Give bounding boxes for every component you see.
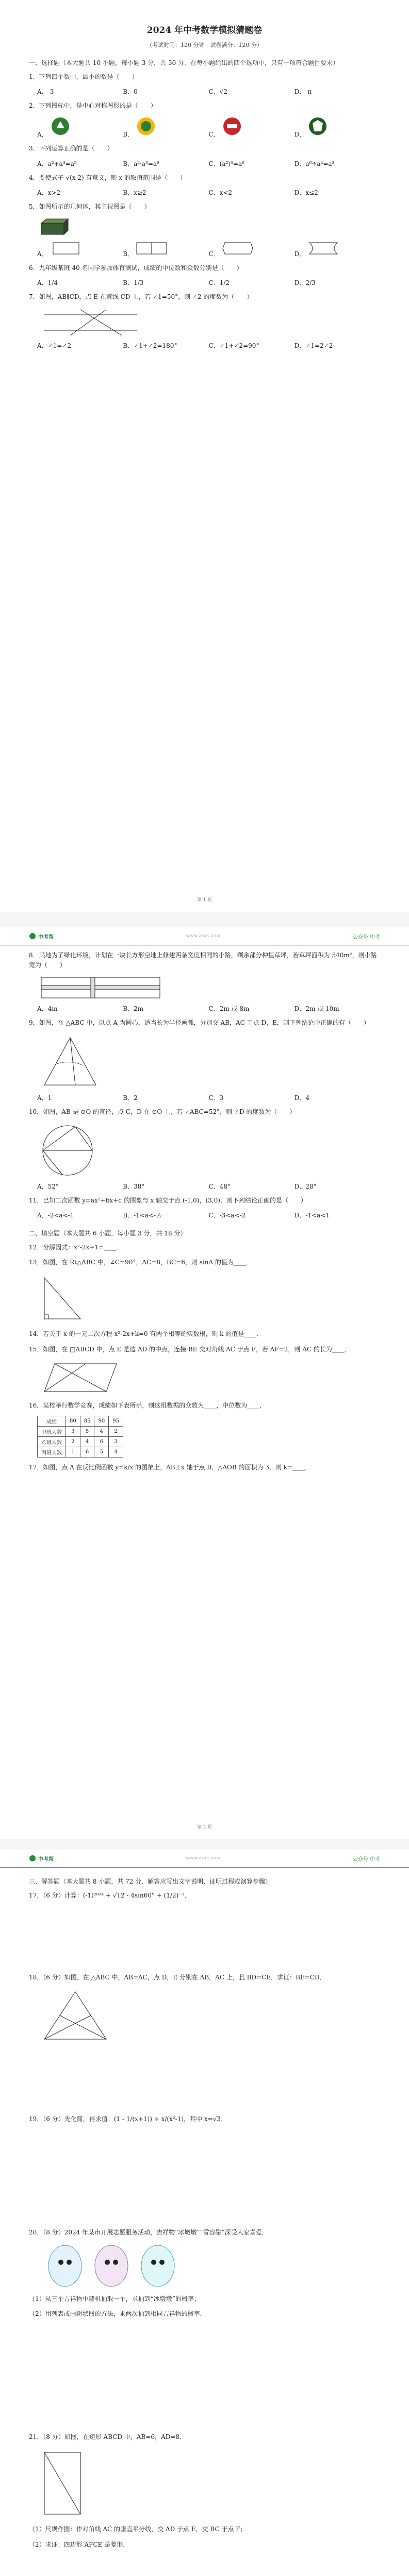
question-10-options <box>37 1182 380 1191</box>
option: D．-1<a<1 <box>294 1211 330 1219</box>
question-14: 14．若关于 x 的一元二次方程 x²-2x+k=0 有两个相等的实数根，则 k 的值是____． <box>29 1330 263 1338</box>
brand-icon <box>29 933 36 940</box>
question-7: 7．如图，AB∥CD，点 E 在直线 CD 上，若 ∠1=50°，则 ∠2 的度数为（ ） <box>29 293 253 301</box>
sign-logo-icon <box>222 116 242 137</box>
option: B．x≥2 <box>123 189 146 196</box>
option: C．x<2 <box>208 189 233 196</box>
question-21-part-2: （2）求证：四边形 AFCE 是菱形． <box>29 2540 129 2548</box>
table-row <box>38 1426 123 1436</box>
option: C．1/2 <box>208 279 230 287</box>
circle-figure <box>39 1122 96 1179</box>
isosceles-triangle-figure <box>39 1988 111 2044</box>
brand-logo: 中考帮 <box>29 1855 54 1862</box>
page-header <box>0 1850 409 1868</box>
option: C．√2 <box>208 88 227 96</box>
question-17-fill: 17．如图，点 A 在反比例函数 y=k/x 的图象上，AB⊥x 轴于点 B，△AOB 的面积为 3，则 k=____． <box>29 1463 312 1471</box>
option: C．-3<a<-2 <box>208 1211 246 1219</box>
table-cell: 5 <box>80 1426 94 1436</box>
exam-subtitle: （考试时间：120 分钟 试卷满分：120 分） <box>146 42 263 48</box>
option: C．48° <box>208 1182 231 1190</box>
option: A．x>2 <box>37 189 61 196</box>
right-triangle-figure <box>39 1273 86 1324</box>
question-17: 17．（6 分）计算：(-1)²⁰²⁴ + √12 - 4sin60° + (1/2)⁻¹． <box>29 1892 191 1899</box>
table-header: 80 <box>66 1416 80 1426</box>
option: C． <box>209 241 295 258</box>
question-8-options <box>37 1004 380 1013</box>
table-header: 成绩 <box>38 1416 66 1426</box>
table-cell: 3 <box>66 1426 80 1436</box>
page-footer: 第 1 页 <box>197 897 212 903</box>
option: A．-3 <box>37 88 54 96</box>
page-3 <box>0 1850 409 2576</box>
page-footer: 第 2 页 <box>197 1825 212 1830</box>
question-20: 20．（8 分）2024 年某市开展志愿服务活动，吉祥物“冰墩墩”“雪容融”深受大家喜爱． <box>29 2228 268 2236</box>
page-2 <box>0 927 409 1839</box>
question-20-part-1: （1）从三个吉祥物中随机抽取一个，求抽到“冰墩墩”的概率； <box>29 2295 200 2302</box>
page-title: 2024 年中考数学模拟猜题卷 <box>146 25 263 36</box>
option: D．∠1=2∠2 <box>294 342 333 350</box>
option: D． <box>295 241 380 258</box>
table-cell: 丙班人数 <box>38 1447 66 1457</box>
option: D．2m 或 10m <box>294 1005 339 1013</box>
header-site: www.zxxk.com <box>186 934 221 939</box>
rectangle-path-figure <box>39 975 163 1001</box>
emblem-logo-icon <box>136 116 156 137</box>
question-7-options <box>37 341 380 350</box>
brand-icon <box>29 1855 36 1862</box>
option: D． <box>295 116 380 139</box>
table-cell: 4 <box>80 1436 94 1447</box>
question-6: 6．九年级某班 40 名同学参加体育测试，成绩的中位数和众数分别是（ ） <box>29 264 243 272</box>
option: B．-1<a<-½ <box>123 1211 162 1219</box>
option: C．∠1+∠2=90° <box>208 342 259 350</box>
section-1-heading: 一、选择题（本大题共 10 小题，每小题 3 分，共 30 分．在每小题给出的四个选项中，只有一项符合题目要求） <box>29 59 339 66</box>
option: B． <box>123 116 208 139</box>
option: D．4 <box>294 1094 310 1101</box>
page-1 <box>0 0 409 912</box>
option: A． <box>37 116 123 139</box>
rectangle-figure <box>39 2447 91 2519</box>
option: C．(a²)³=a⁶ <box>208 160 244 167</box>
option: A．a²+a³=a⁵ <box>37 160 77 167</box>
view-a-shape <box>48 241 84 256</box>
question-21: 21．（8 分）如图，在矩形 ABCD 中，AB=6，AD=8． <box>29 2433 186 2441</box>
table-cell: 6 <box>80 1447 94 1457</box>
view-d-shape <box>305 241 341 256</box>
option: B．∠1+∠2=180° <box>123 342 177 350</box>
question-9-options <box>37 1093 380 1102</box>
triangle-construction-figure <box>39 1033 101 1090</box>
option: A．52° <box>37 1182 59 1190</box>
solid-figure <box>39 217 70 238</box>
recycle-logo-icon <box>50 116 71 137</box>
option: B．a²·a³=a⁶ <box>123 160 159 167</box>
table-cell: 6 <box>94 1436 109 1447</box>
table-header: 85 <box>80 1416 94 1426</box>
option: B．2m <box>123 1005 144 1013</box>
question-4: 4．要使式子 √(x-2) 有意义，则 x 的取值范围是（ ） <box>29 174 186 181</box>
question-20-part-2: （2）用列表或画树状图的方法，求两次抽到相同吉祥物的概率． <box>29 2310 206 2317</box>
question-13: 13．如图，在 Rt△ABC 中，∠C=90°，AC=8，BC=6，则 sinA 的值为____． <box>29 1259 252 1266</box>
option: D．-π <box>294 88 312 96</box>
page-header <box>0 927 409 945</box>
table-cell: 1 <box>66 1447 80 1457</box>
question-21-part-1: （1）尺规作图：作对角线 AC 的垂直平分线，交 AD 于点 E，交 BC 于点 F； <box>29 2526 247 2533</box>
question-19: 19．（6 分）先化简，再求值：(1 - 1/(x+1)) ÷ x/(x²-1)，其中 x=√3． <box>29 2115 227 2123</box>
question-8: 8．某地为了绿化环境，计划在一块长方形空地上修建两条宽度相同的小路，剩余部分种植草坪，若草坪面积为 540m²，则小路宽为（ ） <box>29 952 377 969</box>
option: D．x≤2 <box>294 189 318 196</box>
table-cell: 3 <box>109 1436 123 1447</box>
shield-logo-icon <box>307 116 328 137</box>
question-2-options <box>37 116 380 139</box>
question-15: 15．如图，在 □ABCD 中，点 E 是边 AD 的中点，连接 BE 交对角线 AC 于点 F，若 AF=2，则 AC 的长为____． <box>29 1345 351 1353</box>
table-header: 95 <box>109 1416 123 1426</box>
option: B．2 <box>123 1094 138 1101</box>
parallel-lines-figure <box>39 307 142 338</box>
option: B．0 <box>123 88 138 96</box>
question-16: 16．某校举行数学竞赛，成绩如下表所示，则这组数据的众数为____，中位数为____． <box>29 1401 266 1409</box>
question-9: 9．如图，在 △ABC 中，以点 A 为圆心，适当长为半径画弧，分别交 AB，AC 于点 D，E，则下列结论中正确的有（ ） <box>29 1019 370 1027</box>
question-2: 2．下列图标中，是中心对称图形的是（ ） <box>29 102 157 110</box>
table-row <box>38 1447 123 1457</box>
question-10: 10．如图，AB 是 ⊙O 的直径，点 C，D 在 ⊙O 上，若 ∠ABC=52°，则 ∠D 的度数为（ ） <box>29 1108 296 1115</box>
option: A．∠1=∠2 <box>37 342 72 350</box>
score-table <box>37 1416 123 1458</box>
table-cell: 2 <box>109 1426 123 1436</box>
question-4-options <box>37 188 380 197</box>
option: D．28° <box>294 1182 317 1190</box>
header-site: www.zxxk.com <box>186 1856 221 1861</box>
option: C．3 <box>208 1094 224 1101</box>
question-5-options <box>37 241 380 258</box>
question-1: 1．下列四个数中，最小的数是（ ） <box>29 73 138 80</box>
header-right: 公众号·中考 <box>352 1856 380 1862</box>
question-3-options <box>37 159 380 168</box>
option: B．1/3 <box>123 279 144 287</box>
question-11: 11．已知二次函数 y=ax²+bx+c 的图象与 x 轴交于点 (-1,0)，(3,0)，则下列结论正确的是（ ） <box>29 1196 307 1204</box>
option: D．a⁶÷a²=a³ <box>294 160 335 167</box>
table-header-row <box>38 1416 123 1426</box>
table-cell: 4 <box>109 1447 123 1457</box>
question-18: 18．（6 分）如图，在 △ABC 中，AB=AC，点 D，E 分别在 AB，AC 上，且 BD=CE．求证：BE=CD． <box>29 1974 326 1981</box>
view-c-shape <box>220 241 256 256</box>
mascot-illustration <box>39 2243 184 2289</box>
section-2-heading: 二、填空题（本大题共 6 小题，每小题 3 分，共 18 分） <box>29 1229 187 1237</box>
view-b-shape <box>134 241 170 256</box>
table-cell: 甲班人数 <box>38 1426 66 1436</box>
option: C． <box>209 116 295 139</box>
option: A．-2<a<-1 <box>37 1211 74 1219</box>
option: B． <box>123 241 208 258</box>
table-cell: 5 <box>94 1447 109 1457</box>
question-1-options <box>37 87 380 96</box>
option: C．2m 或 8m <box>208 1005 250 1013</box>
question-11-options <box>37 1211 380 1219</box>
table-row <box>38 1436 123 1447</box>
parallelogram-figure <box>39 1360 122 1396</box>
option: A．1 <box>37 1094 52 1101</box>
option: A．4m <box>37 1005 58 1013</box>
section-3-heading: 三、解答题（本大题共 8 小题，共 72 分．解答应写出文字说明、证明过程或演算步骤） <box>29 1878 272 1885</box>
question-12: 12．分解因式：x²-2x+1=____． <box>29 1243 123 1251</box>
table-cell: 2 <box>66 1436 80 1447</box>
option: B．38° <box>123 1182 145 1190</box>
table-header: 90 <box>94 1416 109 1426</box>
option: A． <box>37 241 123 258</box>
brand-logo: 中考帮 <box>29 933 54 940</box>
question-3: 3．下列运算正确的是（ ） <box>29 145 113 152</box>
table-cell: 4 <box>94 1426 109 1436</box>
option: A．1/4 <box>37 279 58 287</box>
option: D．2/3 <box>294 279 316 287</box>
question-6-options <box>37 278 380 287</box>
header-right: 公众号·中考 <box>352 934 380 940</box>
table-cell: 乙班人数 <box>38 1436 66 1447</box>
question-5: 5．如图所示的几何体，其主视图是（ ） <box>29 202 151 210</box>
